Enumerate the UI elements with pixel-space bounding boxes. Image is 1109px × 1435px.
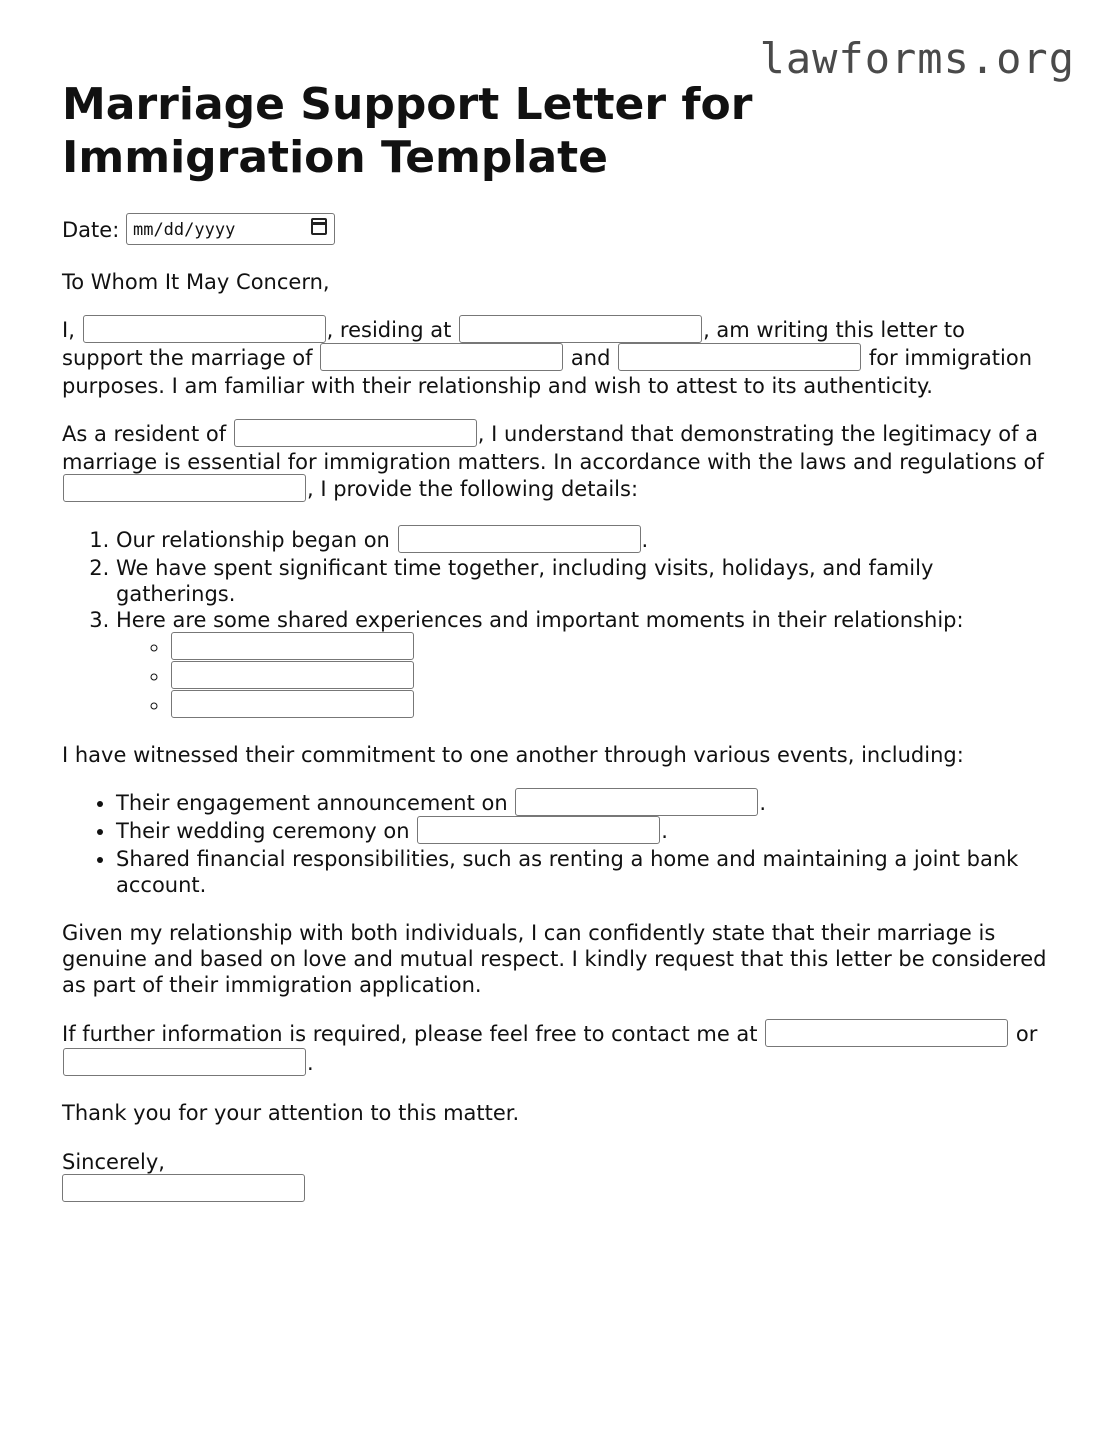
intro-text-4: and: [570, 346, 611, 370]
engagement-label: Their engagement announcement on: [116, 791, 508, 815]
signature-input[interactable]: [62, 1174, 305, 1202]
details-list: [62, 527, 1052, 720]
intro-text-1: I,: [62, 318, 75, 342]
intro-text-5: for immigration purposes. I am familiar with their relationship and wish to attest to its authenticity.: [62, 346, 1033, 398]
salutation: To Whom It May Concern,: [62, 270, 330, 294]
contact-text-1: If further information is required, please feel free to contact me at: [62, 1022, 758, 1046]
list-item: • Shared financial responsibilities, such as renting a home and maintaining a joint bank account.: [116, 846, 1052, 898]
period: .: [641, 528, 649, 552]
list-item: [116, 607, 1052, 720]
writer-address-input[interactable]: [459, 315, 702, 343]
letter-page: [62, 78, 1052, 1204]
writer-name-input[interactable]: [83, 315, 326, 343]
spouse-2-input[interactable]: [618, 343, 861, 371]
relationship-began-label: Our relationship began on: [116, 528, 390, 552]
intro-text-2: , residing at: [326, 318, 452, 342]
experience-input-3[interactable]: [171, 690, 414, 718]
intro-text-3: , am writing this letter to support the marriage of: [62, 318, 965, 370]
residency-text-2: , I understand that demonstrating the legitimacy of a marriage is essential for immigration matters. In accordance with the laws and regulations of: [62, 422, 1044, 474]
list-item: [116, 527, 1052, 555]
contact-input-1[interactable]: [765, 1019, 1008, 1047]
resident-of-input[interactable]: [234, 419, 477, 447]
contact-paragraph: [62, 1020, 1052, 1078]
wedding-label: Their wedding ceremony on: [116, 819, 410, 843]
relationship-start-input[interactable]: [398, 525, 641, 553]
thanks-line: Thank you for your attention to this matter.: [62, 1101, 520, 1125]
calendar-icon[interactable]: [311, 218, 327, 235]
experience-input-2[interactable]: [171, 661, 414, 689]
paragraph-residency: [62, 421, 1052, 504]
date-line: [62, 215, 1052, 247]
witness-intro: I have witnessed their commitment to one another through various events, including:: [62, 743, 964, 767]
wedding-date-input[interactable]: [417, 816, 660, 844]
shared-experiences-list: [116, 633, 1052, 720]
contact-text-2: or: [1015, 1022, 1038, 1046]
conclusion-paragraph: Given my relationship with both individuals, I can confidently state that their marriage is genuine and based on love and mutual respect. I kindly request that this letter be considered as part of their immigration application.: [62, 921, 1047, 997]
regulations-of-input[interactable]: [63, 474, 306, 502]
list-item: [170, 633, 1052, 662]
date-label: Date:: [62, 218, 120, 242]
events-list: [62, 790, 1052, 898]
date-input[interactable]: [126, 213, 335, 245]
closing-line: Sincerely,: [62, 1150, 165, 1174]
residency-text-3: , I provide the following details:: [307, 477, 639, 501]
list-item: [116, 790, 1052, 818]
watermark: lawforms.org: [759, 34, 1075, 83]
contact-text-3: .: [307, 1051, 314, 1075]
spouse-1-input[interactable]: [320, 343, 563, 371]
page-title: Marriage Support Letter for Immigration Template: [62, 79, 753, 183]
list-item: [170, 662, 1052, 691]
experience-input-1[interactable]: [171, 632, 414, 660]
list-item: [116, 818, 1052, 846]
paragraph-intro: [62, 317, 1052, 400]
period: .: [759, 791, 767, 815]
list-item: [170, 691, 1052, 720]
date-placeholder: mm/dd/yyyy: [132, 220, 236, 240]
period: .: [661, 819, 668, 843]
contact-input-2[interactable]: [63, 1048, 306, 1076]
list-item: 2. We have spent significant time together, including visits, holidays, and family gatherings.: [116, 555, 1052, 607]
shared-experiences-label: Here are some shared experiences and important moments in their relationship:: [116, 608, 964, 632]
residency-text-1: As a resident of: [62, 422, 227, 446]
engagement-date-input[interactable]: [515, 788, 758, 816]
